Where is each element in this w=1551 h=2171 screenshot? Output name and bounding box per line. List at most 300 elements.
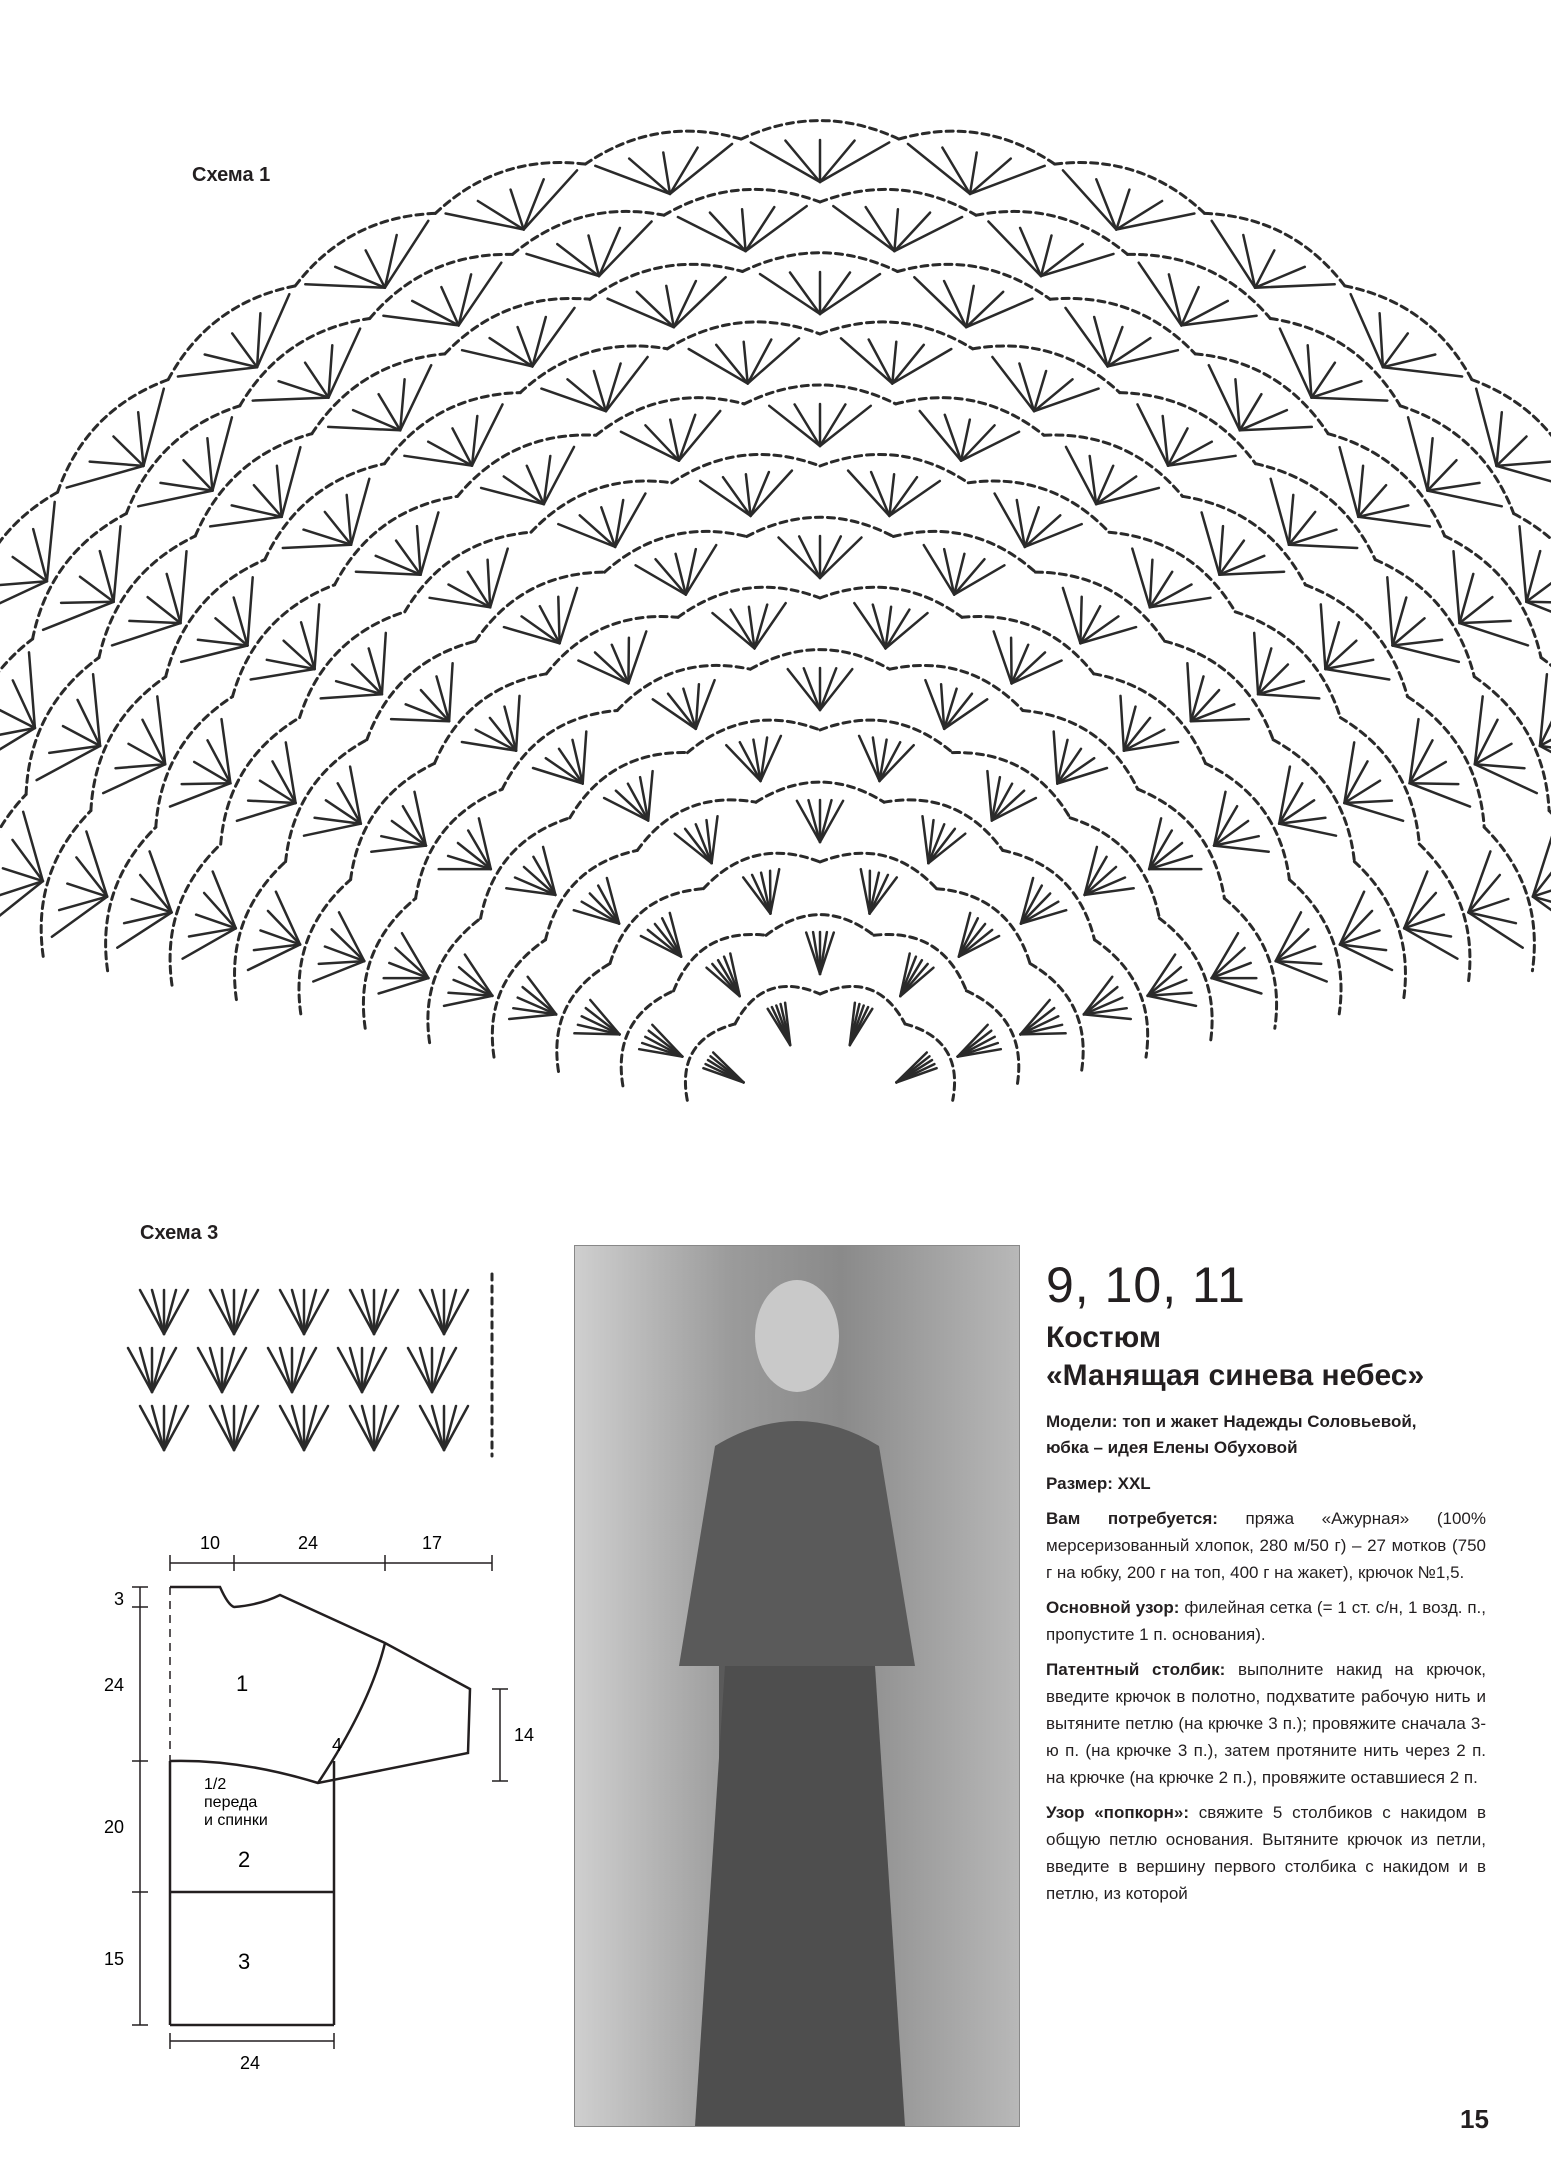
popcorn-paragraph <box>1046 1799 1486 1907</box>
stitch-mark <box>248 801 296 803</box>
stitch-mark <box>966 299 1032 328</box>
stitch-mark <box>820 406 871 446</box>
stitch-mark <box>1148 996 1196 1006</box>
stitch-mark <box>889 481 939 516</box>
stitch-mark <box>558 597 559 644</box>
stitch-mark <box>674 281 696 327</box>
stitch-mark <box>751 142 820 182</box>
stitch-mark <box>1344 803 1403 821</box>
stitch-mark <box>820 274 880 314</box>
patent-stitch-text: выполните накид на крючок, введите крючок в полотно, подхватите рабочую нить и вытяните петлю (на крючке 3 п.); провяжите сначала 3-ю п. (на крючке 3 п.), затем протяните нить через 2 п. на крючке (на крючке 2 п.), провяжите оставшиеся 2 п. <box>1046 1660 1486 1787</box>
stitch-mark <box>335 267 385 288</box>
stitch-mark <box>61 602 114 603</box>
stitch-mark <box>894 217 962 251</box>
stitch-mark <box>1255 267 1305 288</box>
stitch-mark <box>1358 466 1363 517</box>
stitch-mark <box>961 425 995 460</box>
size-info: Размер: XXL <box>1046 1474 1151 1493</box>
stitch-mark <box>52 897 107 937</box>
stitch-mark <box>371 846 426 852</box>
stitch-mark <box>712 816 718 863</box>
stitch-mark <box>1312 398 1388 401</box>
stitch-mark <box>558 524 615 547</box>
stitch-mark <box>894 213 930 252</box>
stitch-mark <box>304 824 361 836</box>
stitch-mark <box>987 771 991 820</box>
stitch-mark <box>472 404 503 465</box>
schema3-stitch <box>420 1406 444 1450</box>
stitch-mark <box>606 364 621 412</box>
stitch-mark <box>1460 621 1511 623</box>
schema3-stitch <box>432 1348 456 1392</box>
stitch-mark <box>1240 427 1312 430</box>
stitch-mark <box>1057 768 1107 784</box>
stitch-mark <box>1096 179 1116 229</box>
stitch-mark <box>379 978 429 993</box>
stitch-mark <box>315 604 320 669</box>
chain-arc <box>893 531 1035 572</box>
stitch-mark <box>421 512 439 574</box>
chain-arc <box>596 398 744 436</box>
materials-heading: Вам потребуется: <box>1046 1509 1218 1528</box>
stitch-mark <box>1202 512 1220 574</box>
stitch-mark <box>138 412 143 466</box>
stitch-mark <box>583 732 587 784</box>
schema3-stitch <box>444 1406 456 1450</box>
schema3-stitch <box>280 1348 292 1392</box>
schema3-stitch <box>280 1406 304 1450</box>
schema3-stitch <box>210 1406 234 1450</box>
stitch-mark <box>395 948 428 978</box>
schema3-stitch <box>198 1348 222 1392</box>
stitch-mark <box>522 616 560 643</box>
stitch-mark <box>1497 462 1551 466</box>
stitch-mark <box>751 472 769 516</box>
stitch-mark <box>1410 783 1459 784</box>
dim-left-24: 24 <box>104 1675 125 1695</box>
patent-stitch-heading: Патентный столбик: <box>1046 1660 1226 1679</box>
stitch-mark <box>210 517 282 527</box>
stitch-mark <box>524 179 544 229</box>
stitch-mark <box>213 872 236 929</box>
stitch-mark <box>606 357 648 411</box>
stitch-mark <box>167 574 181 623</box>
stitch-mark <box>1475 764 1537 793</box>
stitch-mark <box>23 812 43 881</box>
schema3-stitch <box>140 1348 152 1392</box>
stitch-mark <box>1041 254 1114 276</box>
stitch-mark <box>1476 389 1496 466</box>
stitch-mark <box>790 273 820 315</box>
part-2-label: 2 <box>238 1847 251 1872</box>
schema3-stitch <box>304 1406 316 1450</box>
stitch-mark <box>820 141 855 182</box>
part-3-label: 3 <box>238 1949 251 1974</box>
stitch-mark <box>621 432 679 461</box>
stitch-mark <box>1387 577 1392 645</box>
schema3-stitch <box>140 1290 164 1334</box>
stitch-mark <box>797 801 820 842</box>
schema3-stitch <box>222 1348 234 1392</box>
stitch-mark <box>595 652 628 683</box>
stitch-mark <box>305 284 385 287</box>
stitch-mark <box>1410 783 1470 806</box>
part-1-label: 1 <box>236 1671 249 1696</box>
stitch-mark <box>527 254 600 276</box>
models-line-1: Модели: топ и жакет Надежды Соловьевой, <box>1046 1412 1417 1431</box>
dim-right-14: 14 <box>514 1725 535 1745</box>
stitch-mark <box>748 340 772 384</box>
stitch-mark <box>67 466 144 488</box>
stitch-mark <box>970 166 1045 194</box>
dim-top-17: 17 <box>422 1533 443 1553</box>
stitch-mark <box>1138 404 1169 465</box>
schema3-stitch <box>234 1290 258 1334</box>
stitch-mark <box>820 142 889 182</box>
schema3-stitch <box>432 1348 444 1392</box>
stitch-mark <box>1025 524 1082 547</box>
stitch-mark <box>1066 308 1108 367</box>
dim-bottom-24: 24 <box>240 2053 261 2073</box>
model-photo <box>574 1245 1020 2127</box>
schema3-stitch <box>152 1348 176 1392</box>
schema3-stitch <box>234 1406 258 1450</box>
stitch-mark <box>628 631 646 683</box>
stitch-mark <box>282 447 301 517</box>
stitch-mark <box>181 551 187 623</box>
schema3-stitch <box>268 1348 292 1392</box>
half-label-2: переда <box>204 1794 258 1811</box>
stitch-mark <box>820 801 843 842</box>
stitch-mark <box>1019 364 1034 412</box>
stitch-mark <box>1254 633 1258 694</box>
stitch-mark <box>914 277 966 327</box>
stitch-mark <box>746 207 775 251</box>
stitch-mark <box>770 869 779 913</box>
stitch-mark <box>1468 851 1490 912</box>
stitch-mark <box>785 141 820 182</box>
stitch-mark <box>1454 551 1460 623</box>
stitch-mark <box>207 438 212 490</box>
popcorn-text: свяжите 5 столбиков с накидом в общую петлю основания. Вытяните крючок из петли, введите в вершину первого столбика с накидом и в петлю, из которой <box>1046 1803 1486 1903</box>
schema3-stitch <box>420 1290 444 1334</box>
stitch-mark <box>769 406 820 446</box>
stitch-mark <box>1325 669 1389 680</box>
stitch-mark <box>866 207 895 251</box>
stitch-mark <box>1096 488 1159 504</box>
stitch-mark <box>481 488 544 504</box>
stitch-mark <box>795 404 820 446</box>
stitch-mark <box>248 577 253 645</box>
stitch-mark <box>994 631 1012 683</box>
main-pattern-paragraph <box>1046 1594 1486 1648</box>
popcorn-heading: Узор «попкорн»: <box>1046 1803 1190 1822</box>
stitch-mark <box>47 502 55 581</box>
stitch-mark <box>1084 1014 1131 1019</box>
stitch-mark <box>670 144 732 194</box>
stitch-mark <box>257 294 289 367</box>
stitch-mark <box>1085 847 1097 895</box>
schema3-stitch <box>152 1406 164 1450</box>
stitch-mark <box>402 933 428 978</box>
stitch-mark <box>532 308 574 367</box>
stitch-mark <box>1011 638 1012 684</box>
stitch-mark <box>103 764 165 793</box>
schema3-stitch <box>432 1406 444 1450</box>
stitch-mark <box>391 719 449 721</box>
stitch-mark <box>841 338 892 383</box>
chain-arc <box>0 639 33 778</box>
stitch-mark <box>1132 549 1150 608</box>
dim-top-24: 24 <box>298 1533 319 1553</box>
schema3-stitch <box>374 1406 386 1450</box>
stitch-mark <box>1533 897 1551 937</box>
stitch-mark <box>871 472 889 516</box>
main-pattern-text: филейная сетка (= 1 ст. с/н, 1 возд. п., пропустите 1 п. основания). <box>1046 1598 1486 1644</box>
stitch-mark <box>892 349 951 384</box>
stitch-mark <box>1219 572 1284 575</box>
stitch-mark <box>253 398 329 401</box>
stitch-mark <box>1054 732 1058 784</box>
stitch-mark <box>645 425 679 460</box>
stitch-mark <box>1012 652 1045 683</box>
stitch-mark <box>1289 495 1293 545</box>
stitch-mark <box>321 694 382 698</box>
schema3-stitch <box>362 1348 386 1392</box>
materials-paragraph <box>1046 1505 1486 1586</box>
schema3-stitch <box>234 1406 246 1450</box>
stitch-mark <box>178 367 257 376</box>
stitch-mark <box>608 299 674 328</box>
stitch-mark <box>1383 367 1462 376</box>
schema3-stitch <box>222 1406 234 1450</box>
patent-stitch-paragraph <box>1046 1656 1486 1791</box>
stitch-mark <box>129 621 180 623</box>
stitch-mark <box>670 148 698 194</box>
schema3-stitch <box>292 1348 304 1392</box>
schema3-stitch <box>234 1290 246 1334</box>
stitch-mark <box>541 389 606 412</box>
schema3-stitch <box>140 1406 164 1450</box>
stitch-mark <box>945 415 961 461</box>
stitch-mark <box>283 545 351 548</box>
stitch-mark <box>788 669 820 710</box>
stitch-mark <box>1404 872 1427 929</box>
stitch-mark <box>674 277 726 327</box>
stitch-mark <box>1121 696 1124 751</box>
schema3-stitch <box>444 1290 468 1334</box>
stitch-mark <box>716 345 748 384</box>
stitch-mark <box>1187 663 1191 721</box>
schema3-stitch <box>420 1348 432 1392</box>
stitch-mark <box>710 213 746 252</box>
stitch-mark <box>277 466 282 517</box>
stitch-mark <box>144 389 164 466</box>
stitch-mark <box>0 881 43 897</box>
stitch-mark <box>114 526 121 602</box>
schema3-stitch <box>304 1290 328 1334</box>
stitch-mark <box>679 411 720 461</box>
stitch-mark <box>894 209 898 251</box>
schema3-stitch <box>350 1290 374 1334</box>
stitch-mark <box>820 536 841 578</box>
schema3-stitch <box>164 1406 176 1450</box>
stitch-mark <box>1080 597 1081 644</box>
chain-arc <box>820 853 937 888</box>
schema3-stitch <box>408 1348 432 1392</box>
stitch-mark <box>873 605 886 649</box>
stitch-mark <box>599 228 620 276</box>
stitch-mark <box>213 417 232 490</box>
stitch-mark <box>488 560 491 608</box>
stitch-mark <box>509 1014 556 1019</box>
stitch-mark <box>854 603 885 648</box>
stitch-mark <box>744 342 748 384</box>
stitch-mark <box>595 166 670 194</box>
page-number: 15 <box>1460 2104 1489 2134</box>
schema3-stitch <box>292 1290 304 1334</box>
dim-left-3: 3 <box>114 1589 125 1609</box>
stitch-mark <box>742 209 746 251</box>
schema3-stitch <box>362 1290 374 1334</box>
chain-arc <box>605 531 747 572</box>
stitch-mark <box>920 411 961 461</box>
stitch-mark <box>869 340 893 384</box>
schema1-chart <box>100 70 1540 1250</box>
stitch-mark <box>1393 646 1459 662</box>
stitch-mark <box>820 669 852 710</box>
stitch-mark <box>170 783 230 806</box>
chain-arc <box>743 253 898 272</box>
stitch-mark <box>114 437 144 466</box>
schema3-stitch <box>222 1290 234 1334</box>
stitch-mark <box>1340 447 1359 517</box>
stitch-mark <box>599 222 652 277</box>
stitch-mark <box>944 281 966 327</box>
half-label-3: и спинки <box>204 1812 268 1829</box>
stitch-mark <box>1497 466 1551 488</box>
schema3-stitch <box>152 1348 164 1392</box>
schema3-chart <box>130 1270 510 1460</box>
stitch-mark <box>1212 978 1262 993</box>
stitch-mark <box>90 462 144 466</box>
stitch-mark <box>112 623 181 645</box>
stitch-mark <box>1351 294 1383 367</box>
stitch-mark <box>356 572 421 575</box>
schema3-label: Схема 3 <box>140 1222 219 1244</box>
schema3-stitch <box>362 1406 374 1450</box>
stitch-mark <box>490 549 508 608</box>
stitch-mark <box>138 491 212 507</box>
stitch-mark <box>1020 1033 1065 1034</box>
stitch-mark <box>1279 824 1336 836</box>
stitch-mark <box>86 832 107 897</box>
stitch-mark <box>748 338 799 383</box>
schema3-stitch <box>164 1406 188 1450</box>
stitch-mark <box>751 471 792 516</box>
stitch-mark <box>648 771 652 820</box>
stitch-mark <box>755 605 768 649</box>
schema3-stitch <box>280 1290 304 1334</box>
title-line-1: Костюм <box>1046 1321 1162 1354</box>
chain-arc <box>1472 380 1551 493</box>
stitch-mark <box>1212 933 1238 978</box>
stitch-mark <box>0 728 35 738</box>
stitch-mark <box>382 633 386 694</box>
stitch-mark <box>886 613 928 648</box>
stitch-mark <box>1460 623 1529 645</box>
model-number: 9, 10, 11 <box>1046 1257 1246 1313</box>
schema3-stitch <box>432 1290 444 1334</box>
schema3-stitch <box>164 1290 176 1334</box>
stitch-mark <box>961 432 1019 461</box>
chain-arc <box>750 650 889 670</box>
title-line-2: «Манящая синева небес» <box>1046 1359 1425 1392</box>
stitch-mark <box>251 669 315 680</box>
schema3-stitch <box>164 1290 188 1334</box>
stitch-mark <box>1428 491 1502 507</box>
schema3-stitch <box>152 1290 164 1334</box>
stitch-mark <box>942 148 970 194</box>
stitch-mark <box>1289 545 1357 548</box>
stitch-mark <box>678 217 746 251</box>
chain-arc <box>703 853 820 888</box>
stitch-mark <box>444 996 492 1006</box>
stitch-mark <box>820 273 850 315</box>
stitch-mark <box>1034 389 1099 412</box>
stitch-mark <box>237 803 296 821</box>
stitch-mark <box>43 602 114 630</box>
stitch-mark <box>351 479 369 545</box>
stitch-mark <box>543 847 555 895</box>
dim-left-15: 15 <box>104 1949 125 1969</box>
stitch-mark <box>1255 284 1335 287</box>
stitch-mark <box>820 800 832 842</box>
stitch-mark <box>1520 526 1527 602</box>
stitch-mark <box>700 481 750 516</box>
main-pattern-heading: Основной узор: <box>1046 1598 1180 1617</box>
stitch-mark <box>417 526 421 575</box>
stitch-mark <box>1191 719 1249 721</box>
stitch-mark <box>689 349 748 384</box>
schema3-stitch <box>222 1348 246 1392</box>
stitch-mark <box>988 222 1041 277</box>
part-4-label: 4 <box>332 1735 343 1755</box>
stitch-mark <box>1219 526 1223 575</box>
half-label-1: 1/2 <box>204 1776 227 1793</box>
chain-arc <box>741 121 899 140</box>
schema3-stitch <box>304 1290 316 1334</box>
schema3-stitch <box>210 1290 234 1334</box>
stitch-mark <box>1358 517 1430 527</box>
stitch-mark <box>861 869 870 913</box>
schema3-stitch <box>362 1348 374 1392</box>
chain-arc <box>747 517 894 536</box>
schema3-stitch <box>444 1406 468 1450</box>
stitch-mark <box>992 357 1034 411</box>
stitch-mark <box>1271 479 1289 545</box>
stitch-mark <box>628 638 629 684</box>
schema3-stitch <box>292 1406 304 1450</box>
stitch-mark <box>1020 228 1041 276</box>
dim-top-10: 10 <box>200 1533 221 1553</box>
schema3-stitch <box>338 1348 362 1392</box>
stitch-mark <box>1428 438 1433 490</box>
stitch-mark <box>779 538 821 579</box>
stitch-mark <box>347 495 351 545</box>
stitch-mark <box>804 668 820 710</box>
stitch-mark <box>1212 948 1245 978</box>
